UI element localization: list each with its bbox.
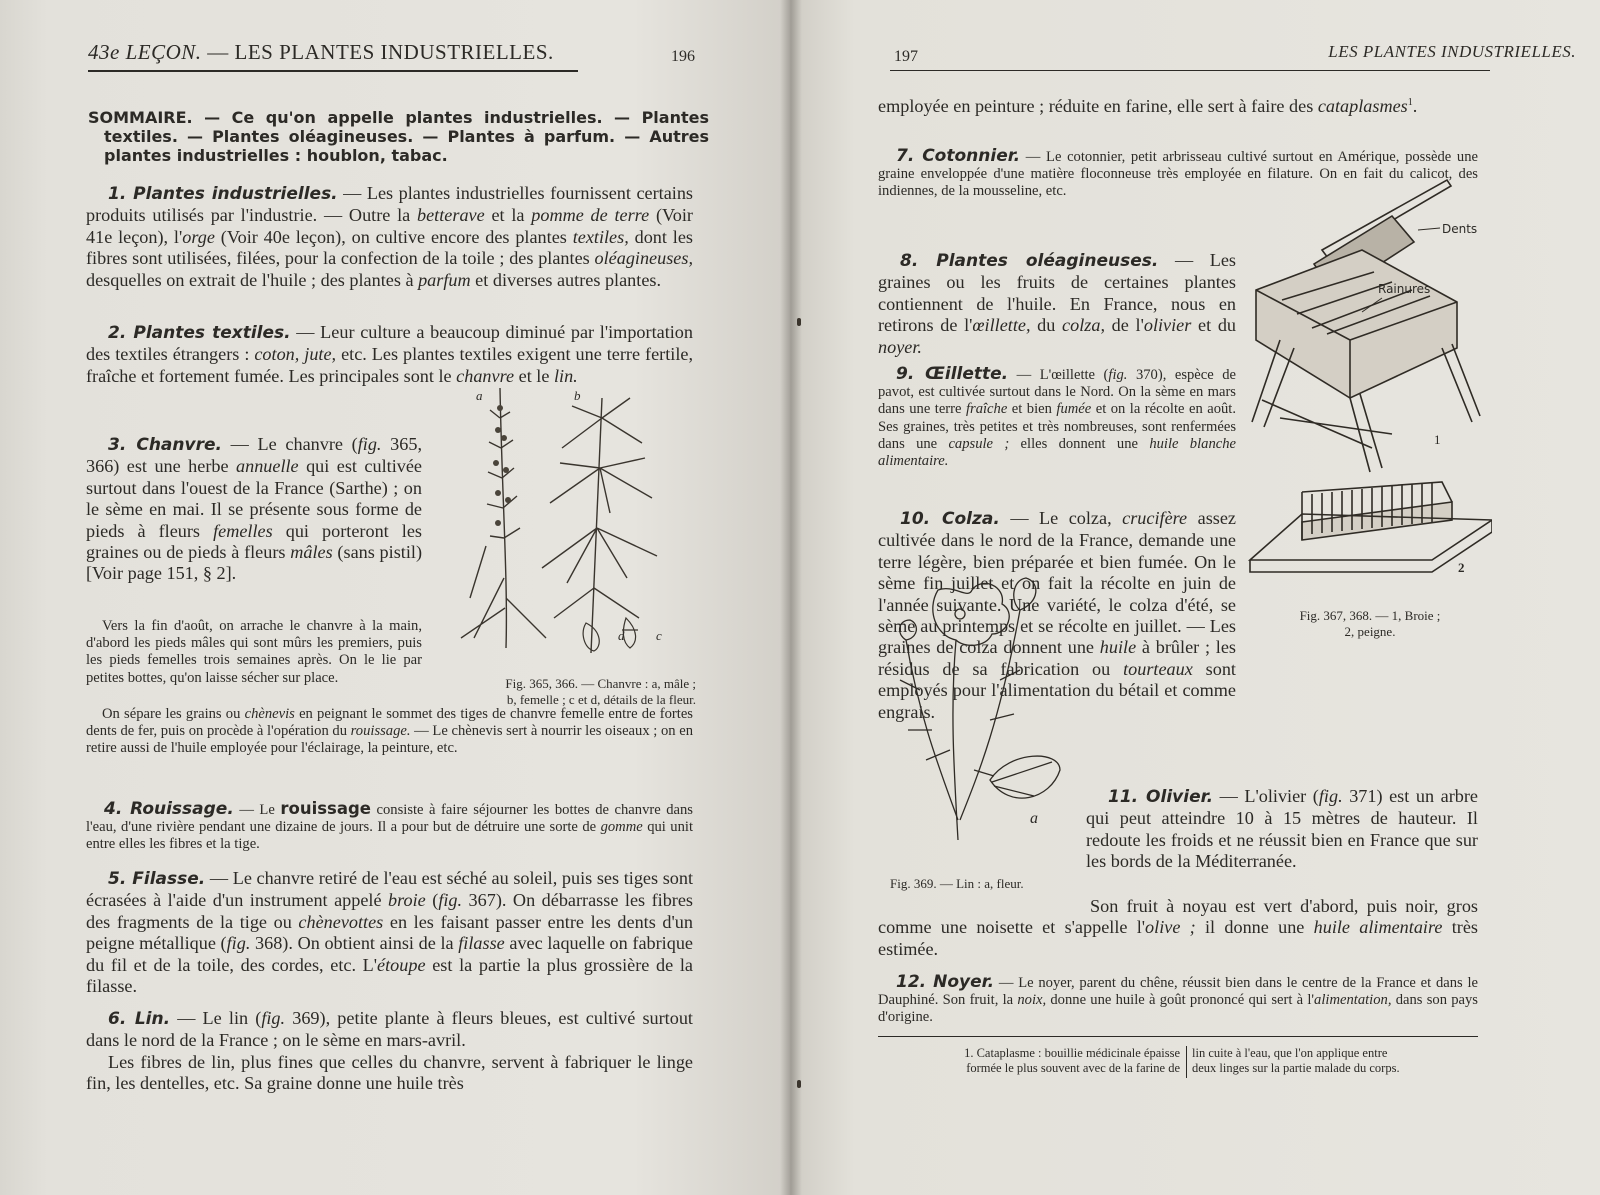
text-run: 370), espèce de pavot, est cultivée surtout dans le Nord. On la sème en mars dans une terre [878, 367, 1236, 418]
footnote-divider [1186, 1046, 1187, 1078]
hemp-label-a: a [476, 388, 483, 403]
footnote-line-1: 1. Cataplasme : bouillie médicinale épaisse [964, 1046, 1180, 1060]
text-run: On sépare les grains ou [102, 706, 245, 722]
text-run: très estimée. [878, 917, 1479, 959]
text-run: et diverses autres plantes. [470, 269, 662, 290]
section-3-harvest [86, 618, 422, 687]
text-run: employée en peinture ; réduite en farine, elle sert à faire des [878, 96, 1318, 117]
text-run: tourteaux [1123, 658, 1193, 679]
left-page-number: 196 [671, 48, 695, 65]
text-run: 371) est un arbre qui peut atteindre 10 à 15 mètres de hauteur. Il redoute les froids et ne réussit bien en France que sur les bords de la Méditerranée. [1086, 786, 1479, 872]
hemp-label-b: b [574, 388, 581, 403]
continuation [878, 92, 1478, 117]
left-running-header [88, 40, 554, 65]
binding-stitch [797, 318, 801, 326]
text-run: et le [514, 365, 554, 386]
section-11 [1086, 786, 1478, 873]
left-header-title: LES PLANTES INDUSTRIELLES. [234, 40, 554, 64]
text-run: fumée [1056, 401, 1092, 418]
section-6 [86, 1008, 693, 1052]
text-run: (Voir 41e leçon), l' [86, 205, 693, 247]
text-run: noix, [1017, 992, 1047, 1009]
lesson-number: 43e LEÇON. [88, 40, 202, 64]
broie-caption-line-1: Fig. 367, 368. — 1, Broie ; [1299, 608, 1441, 623]
text-run: sont employés pour l'alimentation du bétail et comme engrais. [878, 658, 1236, 722]
text-run: chènevis [244, 706, 295, 722]
broie-caption-line-2: 2, peigne. [1344, 624, 1396, 639]
text-run: (Voir 40e leçon), on cultive encore des plantes [214, 226, 573, 247]
section-6-fibres [86, 1052, 693, 1095]
right-header-title: LES PLANTES INDUSTRIELLES. [1328, 42, 1576, 61]
footnote-line-3: lin cuite à l'eau, que l'on applique entre [1192, 1046, 1388, 1060]
flax-label-a: a [1030, 810, 1038, 827]
text-run: et la [484, 205, 532, 226]
section-12-title: 12. Noyer. [896, 972, 995, 992]
text-run: 369), petite plante à fleurs bleues, est cultivé surtout dans le nord de la France ; on le sème en mars-avril. [86, 1008, 693, 1051]
hemp-figure [436, 378, 686, 658]
text-run: — Le chanvre retiré de l'eau est séché au soleil, puis ses tiges sont écrasées à l'aide d'un instrument appelé [86, 868, 694, 911]
sommaire [88, 108, 709, 165]
footnote-line-2: formée le plus souvent avec de la farine de [966, 1061, 1180, 1075]
text-run: en peignant le sommet des tiges de chanvre femelle entre de fortes dents de fer, puis on procède à l'opération du [86, 706, 693, 740]
text-run: fig. [357, 434, 382, 454]
text-run: et bien [1007, 401, 1057, 418]
text-run: fraîche [965, 401, 1008, 418]
text-run: qui unit entre elles les fibres et la tige. [86, 819, 693, 853]
section-11-fruit [878, 896, 1478, 960]
hemp-label-c: c [656, 628, 662, 643]
text-run: de l' [1105, 315, 1144, 336]
text-run: et on la récolte en août. Ses graines, très petites et très nombreuses, sont renfermées dans une [878, 401, 1236, 452]
text-run: — Le lin ( [170, 1008, 262, 1028]
text-run: oléagineuses, [594, 248, 693, 269]
text-run: gomme [600, 819, 643, 836]
text-run: Son fruit à noyau est vert d'abord, puis noir, gros comme une noisette et s'appelle l' [878, 896, 1478, 938]
footnote-rule [878, 1036, 1478, 1037]
text-run: qui est cultivée surtout dans l'ouest de la France (Sarthe) ; on le sème en mai. Il se présente sous forme de pieds à fleurs [86, 456, 422, 541]
text-run: betterave [417, 205, 485, 226]
left-page [0, 0, 790, 1195]
section-12 [878, 974, 1478, 1027]
section-6-title: 6. Lin. [108, 1009, 171, 1029]
section-2-title: 2. Plantes textiles. [108, 323, 291, 343]
section-9 [878, 366, 1236, 470]
text-run: étoupe [377, 954, 426, 975]
section-5-title: 5. Filasse. [108, 869, 206, 889]
text-run: filasse [458, 933, 505, 954]
text-run: olive ; [1145, 917, 1196, 938]
text-run: crucifère [1122, 508, 1188, 528]
section-4-title: 4. Rouissage. [104, 799, 234, 819]
flax-caption: Fig. 369. — Lin : a, fleur. [890, 876, 1024, 891]
text-run: . [1412, 96, 1418, 117]
text-run: fig. [438, 890, 463, 911]
text-run: coton, jute, [254, 344, 337, 365]
text-run: fig. [261, 1008, 286, 1028]
text-run: assez cultivée dans le nord de la France, demande une terre légère, bien préparée et bien fumée. On le sème fin juillet et on fait la récolte en juin de l'année suivante. Une variété, le colza d'été, se sème au printemps et se récolte en juillet. — Les graines de colza donnent une [878, 508, 1237, 658]
section-7-title: 7. Cotonnier. [896, 148, 1021, 166]
text-run: dont les fibres sont utilisées, filées, pour la confection de la toile ; des plantes [86, 226, 693, 269]
section-1-title: 1. Plantes industrielles. [108, 184, 338, 204]
book-gutter [780, 0, 802, 1195]
text-run: chènevottes [298, 911, 384, 932]
text-run: — Le chènevis sert à nourrir les oiseaux ; on en retire aussi de l'huile employée pour l'éclairage, la peinture, etc. [86, 723, 693, 757]
text-run: huile [1099, 637, 1137, 658]
section-8 [878, 250, 1236, 358]
text-run: avec laquelle on fabrique du fil et de la toile, des cordes, etc. L' [86, 933, 693, 975]
text-run: — Le colza, [999, 508, 1123, 528]
text-run: Vers la fin d'août, on arrache le chanvre à la main, d'abord les pieds mâles qui sont mûrs les premiers, puis les pieds femelles trois semaines après. On le lie par petites bottes, qu'on laisse sécher sur place. [86, 618, 422, 686]
text-run: femelles [213, 520, 273, 541]
text-run: parfum [418, 269, 471, 290]
text-run: — Le chanvre ( [221, 434, 358, 454]
text-run: en les faisant passer entre les dents d'un peigne métallique ( [86, 911, 693, 954]
broie-caption [1260, 608, 1480, 640]
text-run: — Leur culture a beaucoup diminué par l'importation des textiles étrangers : [86, 322, 693, 365]
text-run: textiles, [572, 226, 629, 247]
text-run: noyer. [878, 336, 922, 357]
text-run: — Les plantes industrielles fournissent certains produits utilisés par l'industrie. — Outre la [86, 183, 693, 226]
text-run: consiste à faire séjourner les bottes de chanvre dans l'eau, d'une rivière pendant une dizaine de jours. Il a pour but de détruire une sorte de [86, 802, 693, 836]
text-run: ( [425, 890, 439, 911]
section-4 [86, 800, 693, 854]
text-run: rouissage. [350, 723, 411, 740]
hemp-caption-line-1: Fig. 365, 366. — Chanvre : a, mâle ; [505, 676, 696, 691]
text-run: huile alimentaire [1313, 917, 1443, 938]
text-run: 367). On débarrasse les fibres des fragments de la tige ou [86, 890, 693, 932]
section-9-title: 9. Œillette. [896, 364, 1009, 384]
sommaire-label: SOMMAIRE. [88, 108, 193, 127]
text-run: donne une huile à goût prononcé qui sert à l' [1046, 992, 1315, 1009]
text-run: alimentation, [1314, 992, 1392, 1009]
hemp-label-d: d [618, 628, 625, 643]
text-run: — Le cotonnier, petit arbrisseau cultivé surtout en Amérique, possède une graine enveloppée d'une matière floconneuse très employée en filature. On en fait du calicot, des indiennes, de la mousseline, etc. [878, 149, 1478, 200]
text-run: dans son pays d'origine. [878, 992, 1478, 1026]
footnote-right [1192, 1046, 1482, 1076]
section-11-title: 11. Olivier. [1108, 787, 1214, 807]
binding-stitch [797, 1080, 801, 1088]
section-10-title: 10. Colza. [900, 509, 1000, 529]
text-run: et du [1191, 315, 1237, 336]
text-run: est la partie la plus grossière de la filasse. [86, 954, 693, 997]
section-3 [86, 434, 422, 585]
text-run: fig. [1318, 786, 1343, 806]
text-run: — L'œillette ( [1008, 367, 1109, 383]
text-run: capsule ; [948, 435, 1010, 452]
text-run: desquelles on extrait de l'huile ; des plantes à [86, 269, 419, 290]
broie-label-1: 1 [1434, 432, 1441, 447]
text-run: du [1030, 315, 1063, 336]
text-run: elles donnent une [1009, 435, 1150, 452]
text-run: — Le [233, 802, 281, 818]
header-dash: — [201, 40, 235, 64]
text-run: etc. Les plantes textiles exigent une terre fertile, fraîche et fortement fumée. Les principales sont le [86, 344, 693, 386]
text-run: Les fibres de lin, plus fines que celles du chanvre, servent à fabriquer le linge fin, les dentelles, etc. Sa graine donne une huile très [86, 1052, 693, 1094]
sommaire-text: — Ce qu'on appelle plantes industrielles. — Plantes textiles. — Plantes oléagineuses. — Plantes à parfum. — Autres plantes industrielles : houblon, tabac. [104, 108, 709, 165]
text-run: — Les graines ou les fruits de certaines plantes contiennent de l'huile. En France, nous en retirons de l' [878, 250, 1236, 336]
section-5 [86, 868, 693, 997]
text-run: mâles [290, 542, 333, 563]
text-run: il donne une [1195, 917, 1314, 938]
peigne-label-2: 2 [1458, 560, 1465, 575]
text-run: pomme de terre [531, 205, 650, 226]
hemp-caption [446, 676, 696, 708]
hemp-illustration [436, 378, 686, 658]
text-run: huile blanche alimentaire. [878, 435, 1237, 470]
text-run: — L'olivier ( [1213, 786, 1319, 806]
right-header-rule [890, 70, 1490, 71]
header-rule [88, 70, 578, 72]
text-run: colza, [1062, 315, 1105, 336]
right-page [790, 0, 1600, 1195]
section-3-seeds [86, 706, 693, 758]
footnote-ref: 1 [1407, 97, 1413, 108]
text-run: œillette, [972, 315, 1031, 336]
footnote-line-4: deux linges sur la partie malade du corps. [1192, 1061, 1400, 1075]
footnote-left [884, 1046, 1180, 1076]
text-run: 368). On obtient ainsi de la [250, 933, 459, 954]
text-run: (sans pistil) [Voir page 151, § 2]. [86, 542, 423, 584]
text-run: lin. [553, 365, 578, 386]
text-run: broie [388, 890, 426, 911]
dents-label: Dents [1442, 222, 1478, 236]
text-run: qui porteront les graines ou de pieds à fleurs [86, 520, 422, 563]
section-1 [86, 183, 693, 291]
right-page-number: 197 [894, 48, 918, 65]
section-8-title: 8. Plantes oléagineuses. [900, 251, 1159, 271]
text-run: — Le noyer, parent du chêne, réussit bien dans le centre de la France et dans le Dauphiné. Son fruit, la [878, 975, 1478, 1009]
hemp-caption-line-2: b, femelle ; c et d, détails de la fleur. [506, 692, 696, 707]
text-run: orge [182, 226, 215, 247]
text-run: fig. [226, 933, 251, 954]
text-run: annuelle [236, 456, 299, 477]
text-run: rouissage [280, 799, 371, 818]
section-10-head [878, 508, 1236, 723]
section-3-title: 3. Chanvre. [108, 435, 222, 455]
text-run: à brûler ; les résidus de sa fabrication ou [878, 637, 1237, 679]
text-run: 365, 366) est une herbe [86, 434, 423, 477]
text-run: olivier [1143, 315, 1192, 336]
text-run: cataplasmes [1317, 96, 1408, 117]
rainures-label: Rainures [1378, 282, 1431, 296]
text-run: chanvre [456, 365, 515, 386]
text-run: fig. [1108, 367, 1128, 383]
